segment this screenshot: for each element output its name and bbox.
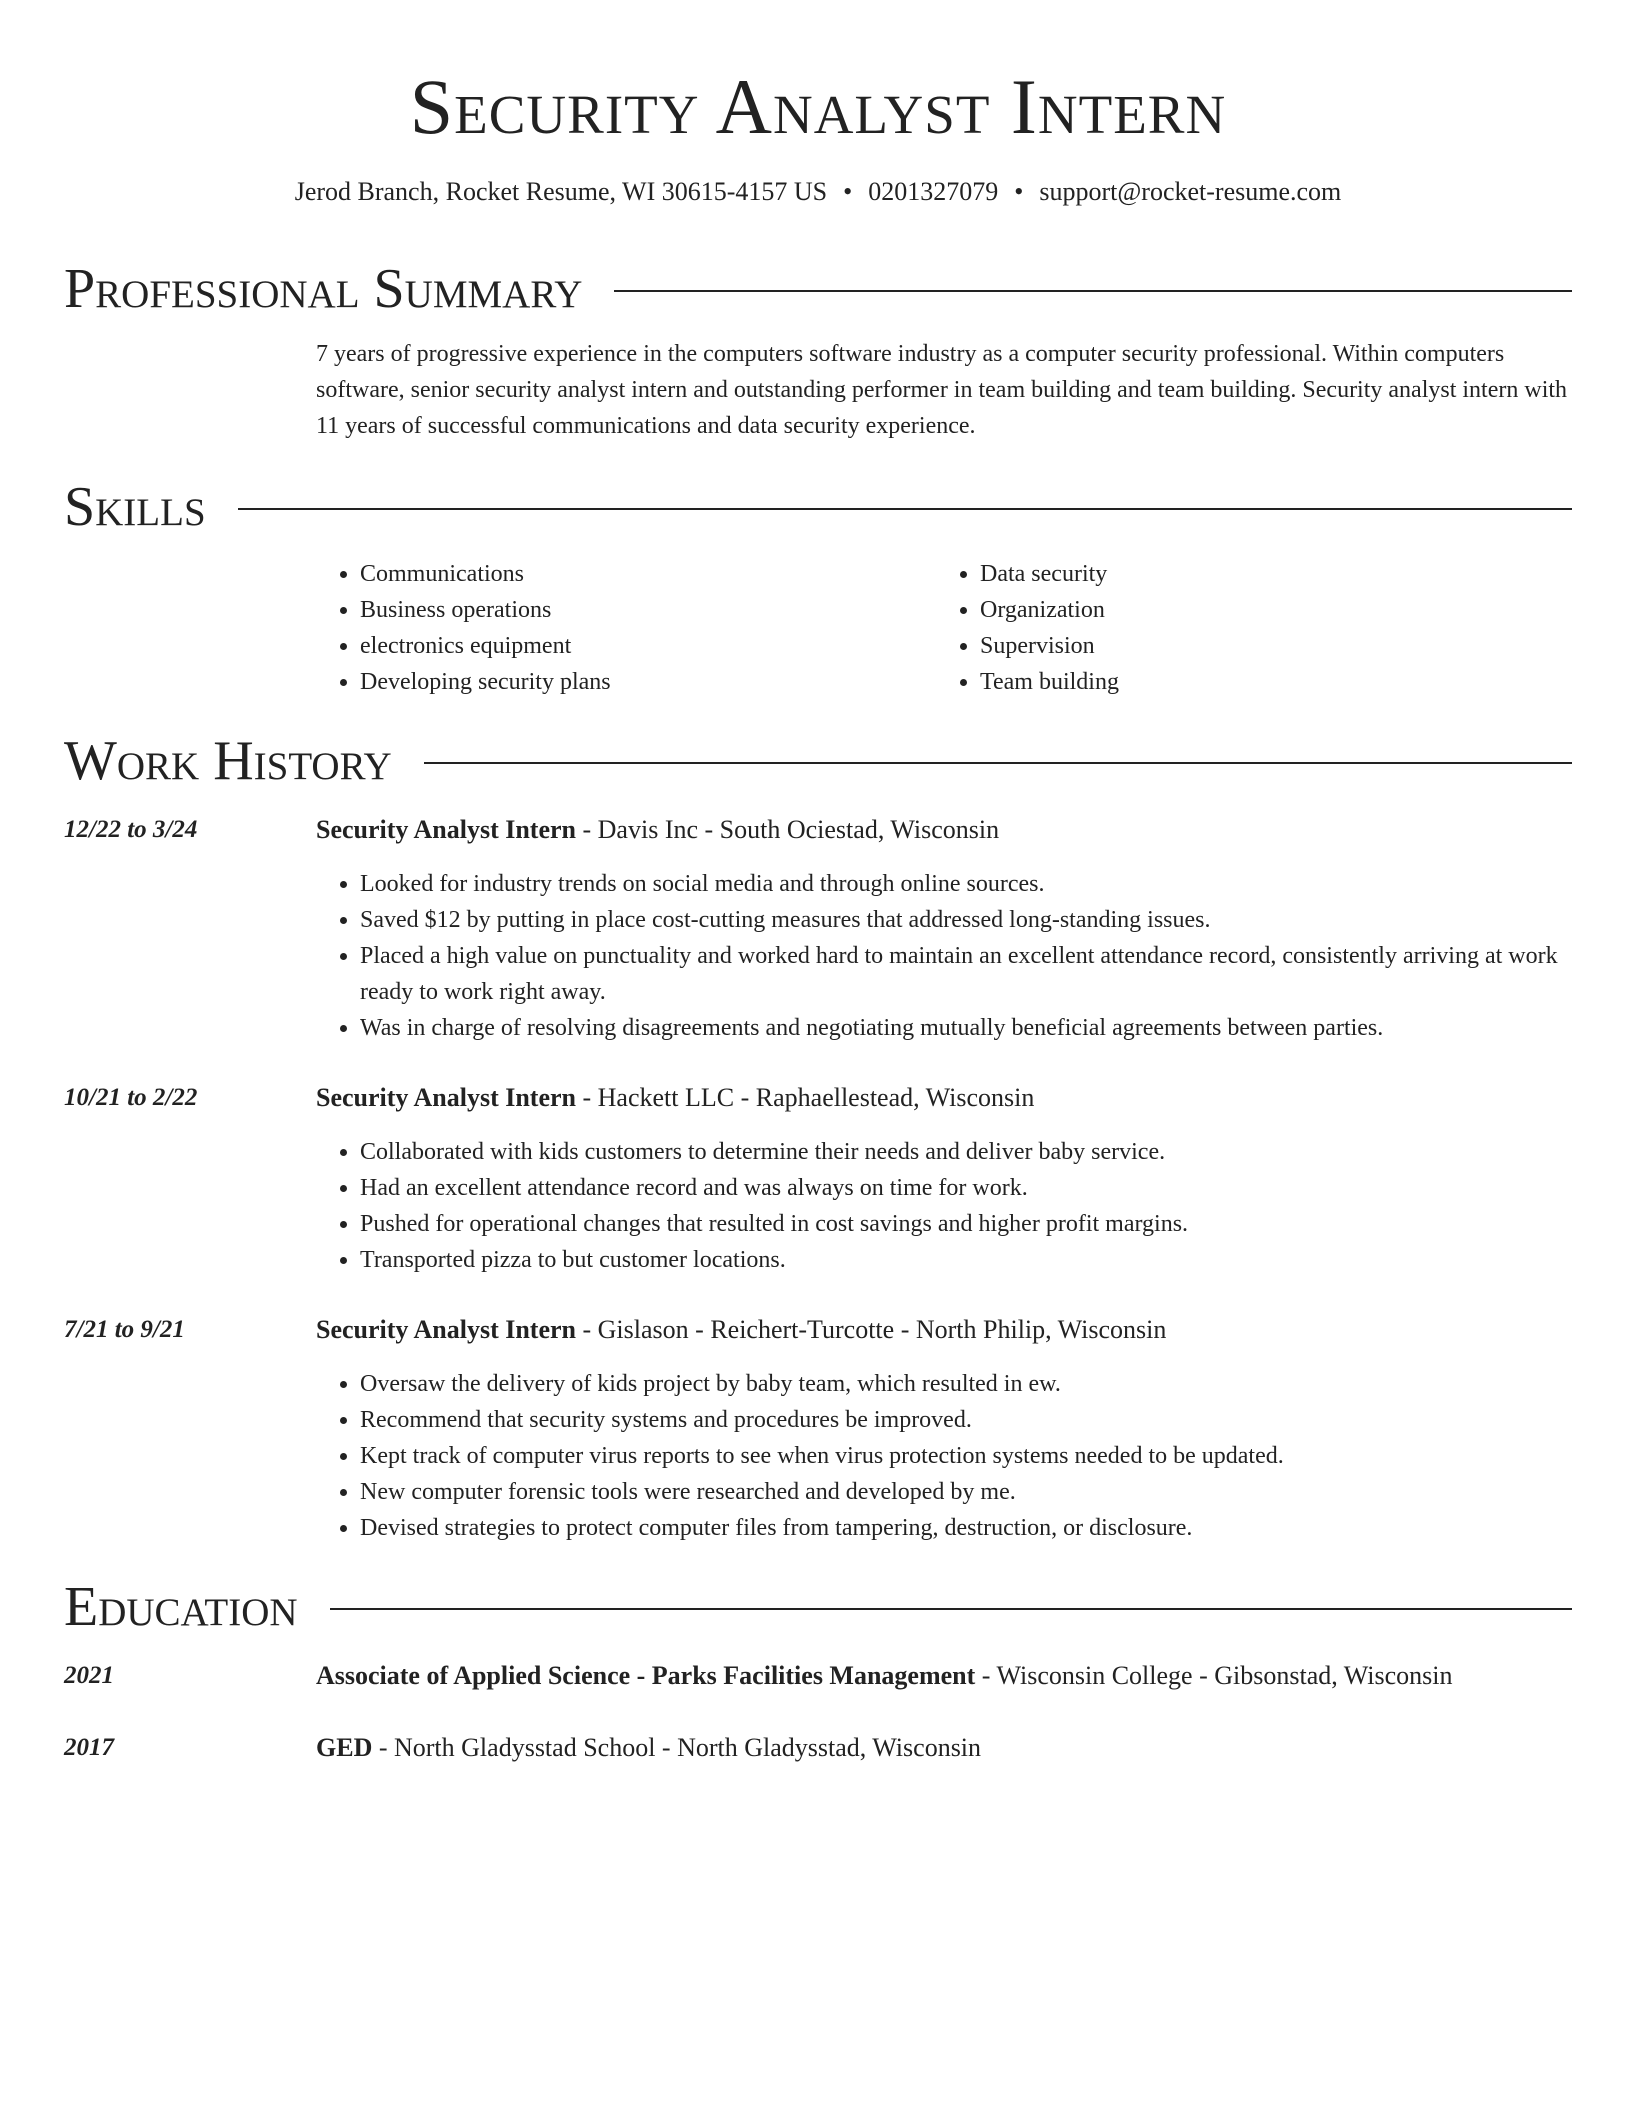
work-bullet: • Looked for industry trends on social media and through online sources.: [360, 866, 1572, 902]
contact-phone: 0201327079: [868, 177, 999, 206]
skills-column-right: [936, 556, 1556, 700]
contact-email: support@rocket-resume.com: [1039, 177, 1342, 206]
section-divider: [424, 762, 1572, 764]
work-bullets: [316, 1366, 1572, 1546]
section-title-work-history: Work History: [64, 730, 392, 792]
work-dates: 10/21 to 2/22: [64, 1084, 198, 1111]
work-bullet: • Had an excellent attendance record and was always on time for work.: [360, 1170, 1572, 1206]
work-bullet: • Collaborated with kids customers to determine their needs and deliver baby service.: [360, 1134, 1572, 1170]
skill-item: • Communications: [360, 556, 936, 592]
work-bullet: • Placed a high value on punctuality and worked hard to maintain an excellent attendance record, consistently arriving at work ready to work right away.: [360, 938, 1572, 1010]
education-year: 2021: [64, 1662, 114, 1689]
skill-item: • electronics equipment: [360, 628, 936, 664]
work-employer: - Gislason - Reichert-Turcotte - North Philip, Wisconsin: [576, 1315, 1167, 1344]
education-heading: [316, 1658, 1572, 1694]
section-header-summary: [64, 254, 1572, 324]
education-degree: Associate of Applied Science - Parks Facilities Management: [316, 1661, 976, 1690]
work-bullets: [316, 1134, 1572, 1278]
work-bullet: • Pushed for operational changes that resulted in cost savings and higher profit margins.: [360, 1206, 1572, 1242]
work-dates: 7/21 to 9/21: [64, 1316, 185, 1343]
work-bullet: • Was in charge of resolving disagreements and negotiating mutually beneficial agreements between parties.: [360, 1010, 1572, 1046]
work-employer: - Hackett LLC - Raphaellestead, Wisconsin: [576, 1083, 1035, 1112]
work-role: Security Analyst Intern: [316, 1083, 576, 1112]
work-bullet: • Saved $12 by putting in place cost-cutting measures that addressed long-standing issues.: [360, 902, 1572, 938]
work-bullet: • New computer forensic tools were researched and developed by me.: [360, 1474, 1572, 1510]
skills-list: [316, 556, 1572, 700]
work-dates: 12/22 to 3/24: [64, 816, 198, 843]
skill-item: • Business operations: [360, 592, 936, 628]
contact-address: Jerod Branch, Rocket Resume, WI 30615-4157 US: [294, 177, 828, 206]
contact-separator: •: [843, 177, 853, 206]
resume-title: Security Analyst Intern: [409, 63, 1227, 150]
work-bullet: • Recommend that security systems and procedures be improved.: [360, 1402, 1572, 1438]
education-school: - North Gladysstad School - North Gladysstad, Wisconsin: [372, 1733, 982, 1762]
work-bullet: • Devised strategies to protect computer files from tampering, destruction, or disclosure.: [360, 1510, 1572, 1546]
section-header-skills: [64, 472, 1572, 542]
section-title-education: Education: [64, 1576, 298, 1638]
work-bullet: • Kept track of computer virus reports to see when virus protection systems needed to be updated.: [360, 1438, 1572, 1474]
work-heading: [316, 812, 1572, 848]
education-degree: GED: [316, 1733, 373, 1762]
section-header-education: [64, 1572, 1572, 1642]
skill-item: • Supervision: [980, 628, 1556, 664]
work-heading: [316, 1080, 1572, 1116]
section-divider: [238, 508, 1572, 510]
contact-line: [64, 174, 1572, 210]
section-header-work-history: [64, 726, 1572, 796]
work-employer: - Davis Inc - South Ociestad, Wisconsin: [576, 815, 1000, 844]
skill-item: • Team building: [980, 664, 1556, 700]
work-bullets: [316, 866, 1572, 1046]
section-divider: [614, 290, 1572, 292]
section-divider: [330, 1608, 1572, 1610]
work-bullet: • Transported pizza to but customer locations.: [360, 1242, 1572, 1278]
skill-item: • Data security: [980, 556, 1556, 592]
summary-text: 7 years of progressive experience in the computers software industry as a computer security professional. Within computers software, senior security analyst intern and outstanding performer in team building and team building. Security analyst intern with 11 years of successful communications and data security experience.: [316, 341, 1568, 439]
work-bullet: • Oversaw the delivery of kids project by baby team, which resulted in ew.: [360, 1366, 1572, 1402]
education-heading: [316, 1730, 1572, 1766]
skill-item: • Organization: [980, 592, 1556, 628]
work-role: Security Analyst Intern: [316, 1315, 576, 1344]
skills-column-left: [316, 556, 936, 700]
section-title-summary: Professional Summary: [64, 258, 583, 320]
education-school: - Wisconsin College - Gibsonstad, Wisconsin: [975, 1661, 1453, 1690]
work-heading: [316, 1312, 1572, 1348]
education-year: 2017: [64, 1734, 114, 1761]
contact-separator: •: [1014, 177, 1024, 206]
skill-item: • Developing security plans: [360, 664, 936, 700]
work-role: Security Analyst Intern: [316, 815, 576, 844]
section-title-skills: Skills: [64, 476, 206, 538]
